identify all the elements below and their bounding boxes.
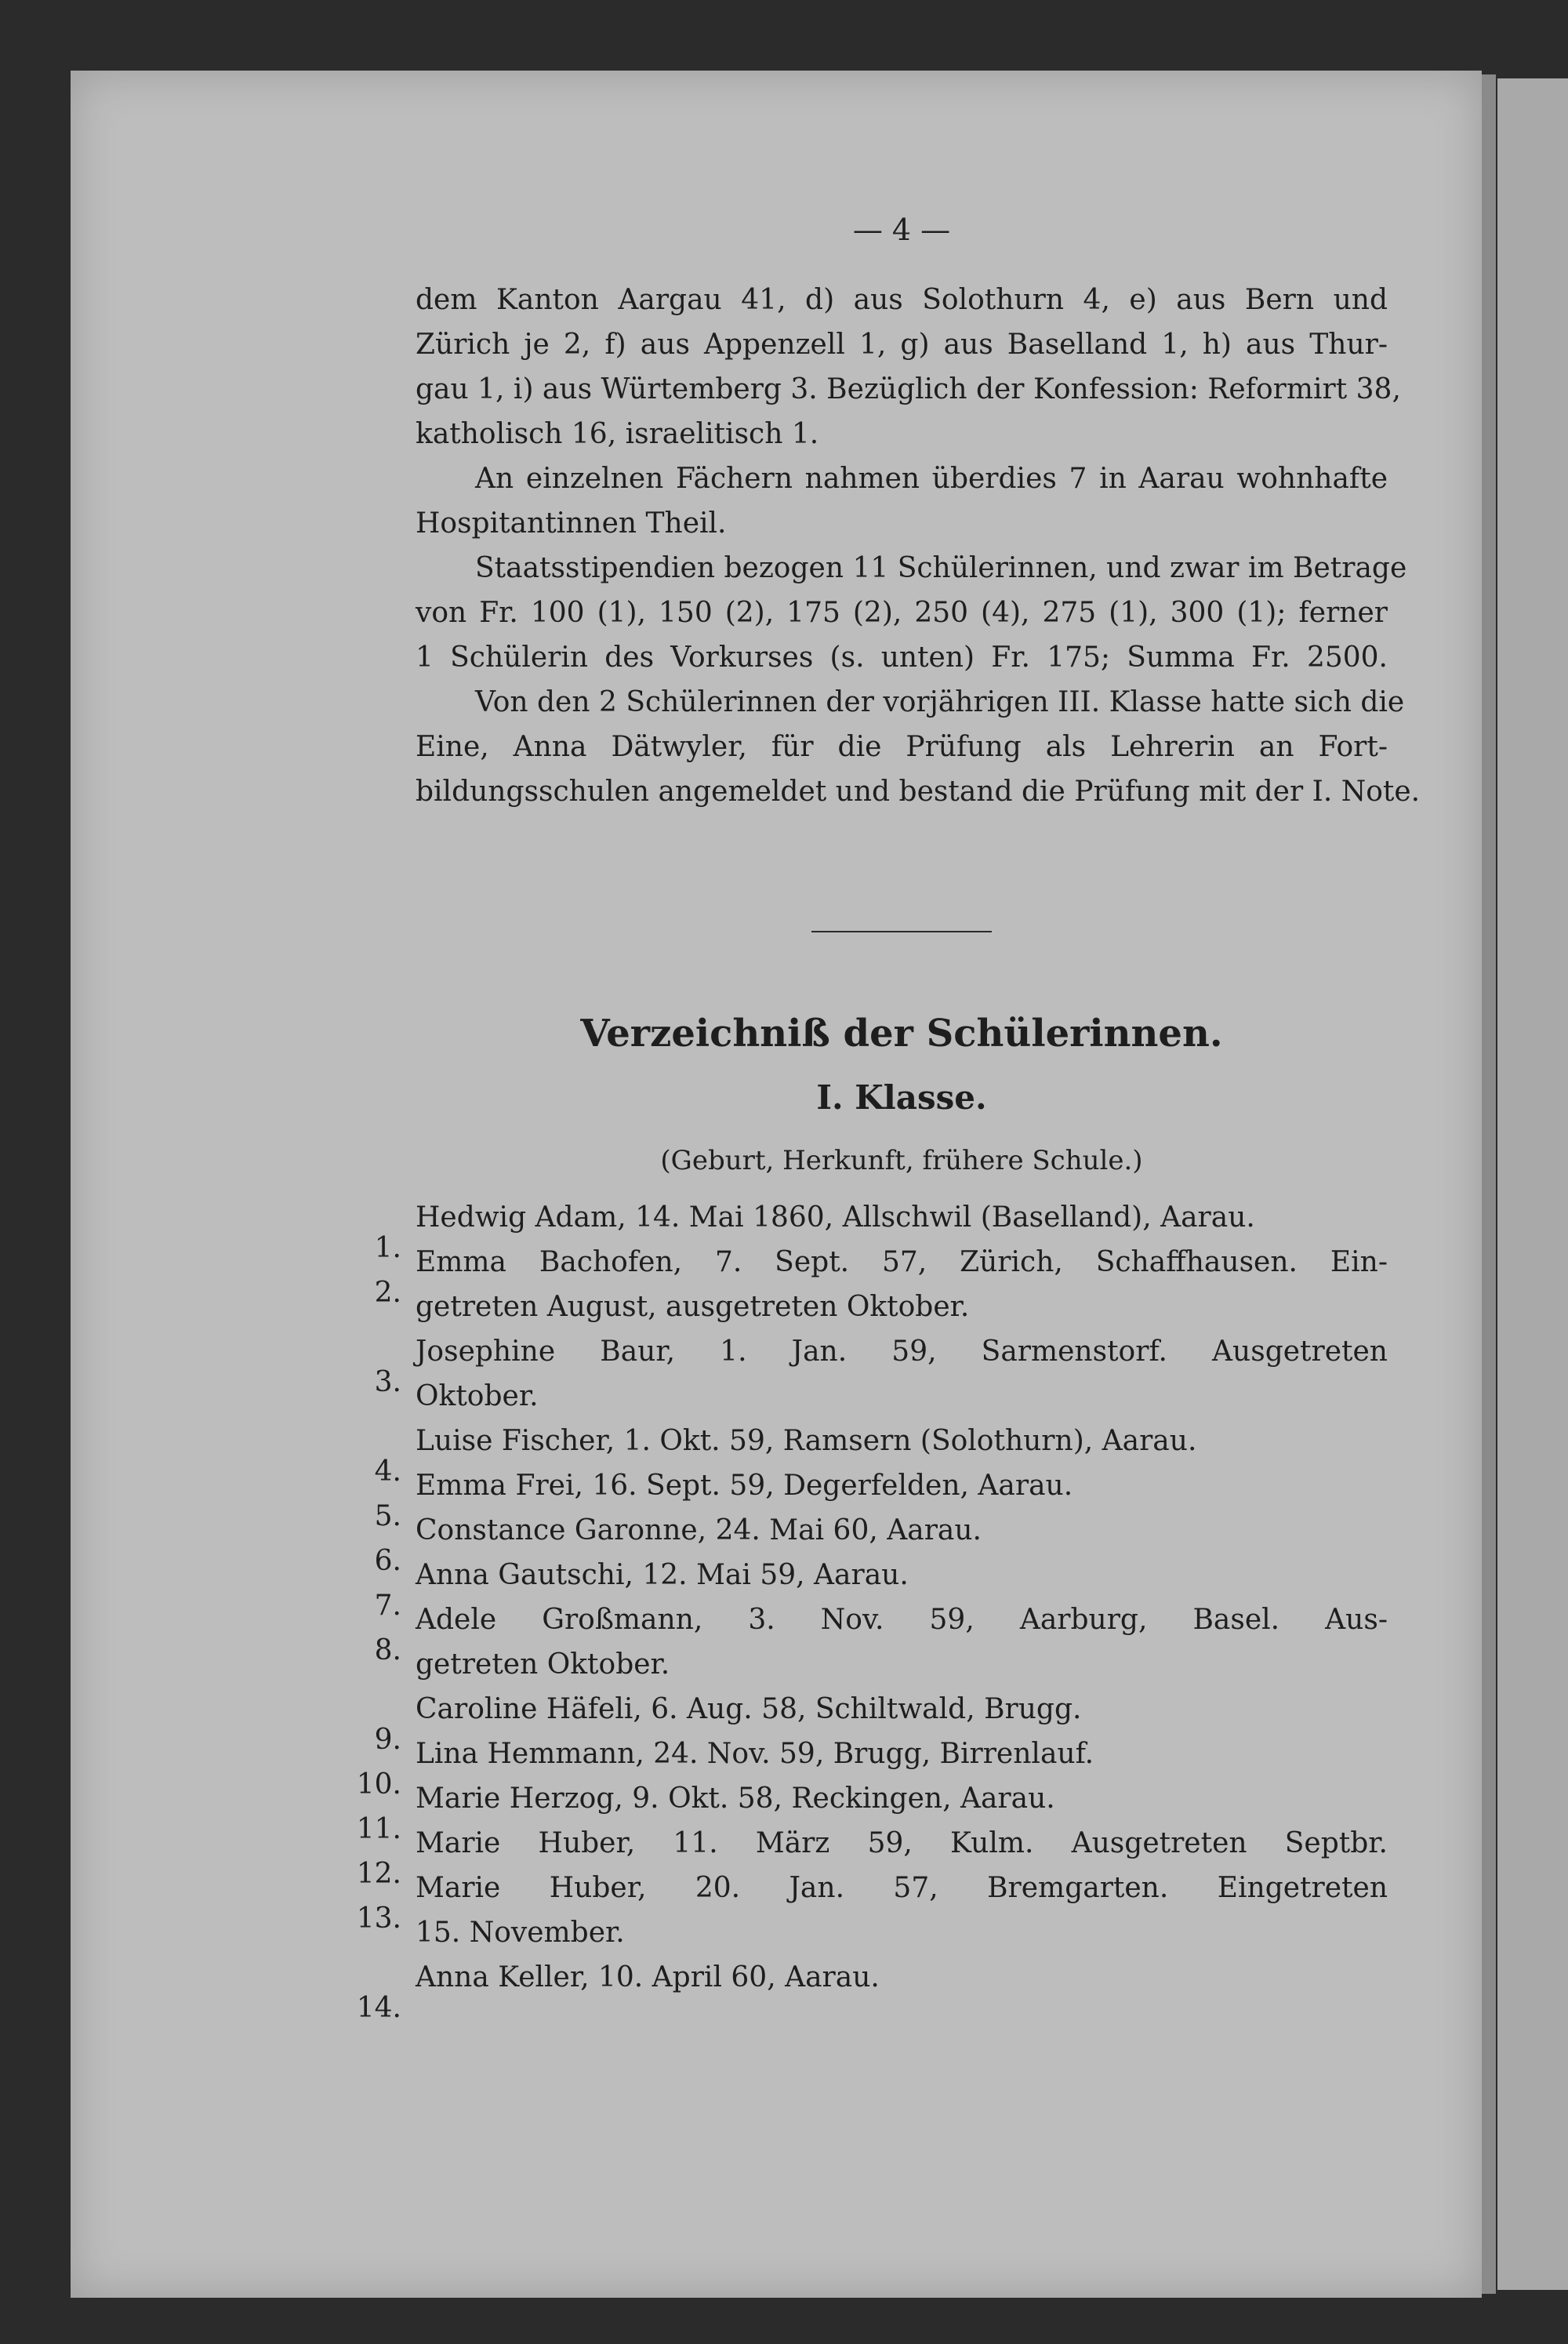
- list-item: 7. Anna Gautschi, 12. Mai 59, Aarau.: [374, 1559, 909, 1622]
- paragraph-line: bildungsschulen angemeldet und bestand die Prüfung mit der I. Note.: [416, 776, 1421, 808]
- paragraph-line: gau 1, i) aus Würtemberg 3. Bezüglich der Konfession: Reformirt 38,: [416, 373, 1401, 405]
- legend: (Geburt, Herkunft, frühere Schule.): [660, 1145, 1143, 1176]
- list-item: 10. Lina Hemmann, 24. Nov. 59, Brugg, Birrenlauf.: [356, 1738, 1094, 1801]
- list-item: 8. Adele Großmann, 3. Nov. 59, Aarburg, Basel. Aus-: [374, 1604, 1388, 1666]
- paragraph-line: dem Kanton Aargau 41, d) aus Solothurn 4, e) aus Bern und: [416, 284, 1388, 316]
- list-item: 12. Marie Huber, 11. März 59, Kulm. Ausgetreten Septbr.: [356, 1827, 1388, 1890]
- list-item: 6. Constance Garonne, 24. Mai 60, Aarau.: [374, 1514, 982, 1577]
- paragraph-line: von Fr. 100 (1), 150 (2), 175 (2), 250 (4), 275 (1), 300 (1); ferner: [416, 597, 1388, 629]
- paragraph-line: Zürich je 2, f) aus Appenzell 1, g) aus Baselland 1, h) aus Thur-: [416, 329, 1388, 361]
- class-title: I. Klasse.: [816, 1078, 987, 1117]
- paragraph-line: Von den 2 Schülerinnen der vorjährigen III. Klasse hatte sich die: [475, 686, 1405, 718]
- list-item: 2. Emma Bachofen, 7. Sept. 57, Zürich, Schaffhausen. Ein-: [374, 1246, 1388, 1309]
- paragraph-line: Eine, Anna Dätwyler, für die Prüfung als Lehrerin an Fort-: [416, 731, 1388, 763]
- list-item-continuation: 15. November.: [416, 1917, 625, 1949]
- facing-page-edge: [1497, 78, 1568, 2290]
- list-item: 14. Anna Keller, 10. April 60, Aarau.: [356, 1961, 880, 2024]
- list-item: 3. Josephine Baur, 1. Jan. 59, Sarmenstorf. Ausgetreten: [374, 1336, 1388, 1398]
- list-item: 13. Marie Huber, 20. Jan. 57, Bremgarten. Eingetreten: [356, 1872, 1388, 1935]
- paragraph-line: 1 Schülerin des Vorkurses (s. unten) Fr. 175; Summa Fr. 2500.: [416, 641, 1388, 674]
- book-page: [71, 71, 1482, 2298]
- paragraph-line: An einzelnen Fächern nahmen überdies 7 in Aarau wohnhafte: [475, 463, 1388, 495]
- list-item: 11. Marie Herzog, 9. Okt. 58, Reckingen, Aarau.: [356, 1783, 1055, 1845]
- list-item-continuation: getreten Oktober.: [416, 1648, 670, 1681]
- section-divider: [811, 931, 992, 932]
- list-item: 4. Luise Fischer, 1. Okt. 59, Ramsern (Solothurn), Aarau.: [374, 1425, 1197, 1488]
- paragraph-line: katholisch 16, israelitisch 1.: [416, 418, 819, 450]
- paragraph-line: Hospitantinnen Theil.: [416, 507, 727, 540]
- list-item: 9. Caroline Häfeli, 6. Aug. 58, Schiltwald, Brugg.: [374, 1693, 1082, 1756]
- list-item: 1. Hedwig Adam, 14. Mai 1860, Allschwil (Baselland), Aarau.: [374, 1201, 1255, 1264]
- list-item-continuation: getreten August, ausgetreten Oktober.: [416, 1291, 970, 1323]
- paragraph-line: Staatsstipendien bezogen 11 Schülerinnen, und zwar im Betrage: [475, 552, 1407, 584]
- list-item-continuation: Oktober.: [416, 1380, 539, 1412]
- section-title: Verzeichniß der Schülerinnen.: [580, 1012, 1223, 1056]
- page-number: — 4 —: [852, 213, 951, 247]
- list-item: 5. Emma Frei, 16. Sept. 59, Degerfelden, Aarau.: [374, 1470, 1073, 1532]
